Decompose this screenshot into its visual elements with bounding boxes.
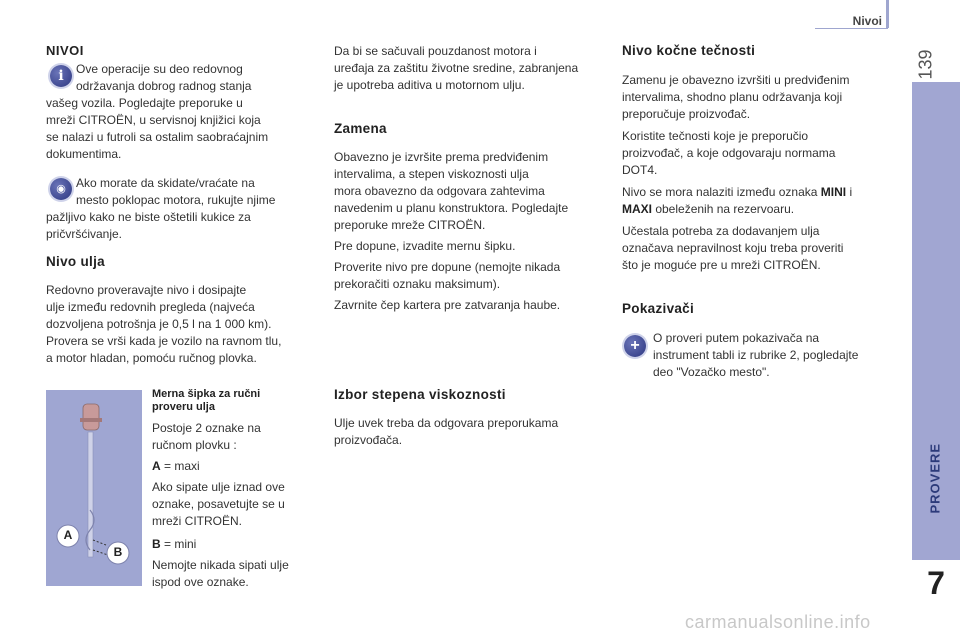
- dipstick-caption: Merna šipka za ručni proveru ulja Postoje 2 oznake na ručnom plovku : A = maxi Ako sipate ulje iznad ove oznake, posavetujte se u mreži CITROËN. B = mini Nemojte nikada sipati ulje ispod ove oznake.: [152, 388, 289, 589]
- page-number: 139: [915, 49, 936, 80]
- mark-a-label: A: [63, 528, 73, 542]
- maxi-mark: MAXI: [622, 202, 652, 216]
- section-title: Nivoi: [852, 14, 882, 28]
- chapter-number: 7: [927, 565, 945, 601]
- additives-paragraph: Da bi se sačuvali pouzdanost motora i uređaja za zaštitu životne sredine, zabranjena je upotreba aditiva u motornom ulju.: [334, 44, 579, 92]
- dipstick-illustration: [46, 390, 142, 586]
- header-accent-line: [886, 0, 889, 28]
- main-heading: NIVOI: [46, 43, 84, 58]
- viscosity-paragraph: Ulje uvek treba da odgovara preporukama proizvođača.: [334, 416, 559, 447]
- mark-a-key: A: [152, 459, 161, 473]
- replacement-heading: Zamena: [334, 121, 387, 136]
- indicators-heading: Pokazivači: [622, 301, 695, 316]
- warning-paragraph: Ako morate da skidate/vraćate na mesto poklopac motora, rukujte njime pažljivo kako ne biste oštetili kukice za pričvršćivanje.: [46, 176, 276, 241]
- brake-fluid-heading: Nivo kočne tečnosti: [622, 43, 756, 58]
- chapter-label: PROVERE: [927, 442, 943, 514]
- oil-level-heading: Nivo ulja: [46, 254, 105, 269]
- info-icon: i: [50, 65, 72, 87]
- watermark: carmanualsonline.info: [685, 612, 871, 632]
- replacement-paragraph: Obavezno je izvršite prema predviđenim intervalima, a stepen viskoznosti ulja mora obavezno da odgovara zahtevima navedenim u planu konstruktora. Pogledajte preporuke mreže CITROËN. Pre dopune, izvadite mernu šipku. Proverite nivo pre dopune (nemojte nikada prekoračiti oznaku maksimum). Zavrnite čep kartera pre zatvaranja haube.: [334, 150, 569, 312]
- intro-paragraph: Ove operacije su deo redovnog održavanja dobrog radnog stanja vašeg vozila. Pogledajte preporuke u mreži CITROËN, u servisnoj knjižici koja se nalazi u futroli sa ostalim saobraćajnim dokumentima.: [46, 62, 269, 161]
- eye-icon: ◉: [50, 178, 72, 200]
- brake-fluid-paragraph: Zamenu je obavezno izvršiti u predviđenim intervalima, shodno planu održavanja koji preporučuje proizvođač. Koristite tečnosti koje je preporučio proizvođač, a koje odgovaraju normama DOT4. Nivo se mora nalaziti između oznaka MINI i MAXI obeleženih na rezervoaru. Učestala potreba za dodavanjem ulja označava nepravilnost koju treba proveriti što je moguće pre u mreži CITROËN.: [622, 73, 853, 272]
- viscosity-heading: Izbor stepena viskoznosti: [334, 387, 506, 402]
- mark-b-label: B: [113, 545, 123, 559]
- indicators-paragraph: O proveri putem pokazivača na instrument tabli iz rubrike 2, pogledajte deo "Vozačko mesto".: [653, 331, 859, 379]
- mark-b-key: B: [152, 537, 161, 551]
- mini-mark: MINI: [820, 185, 847, 199]
- chapter-sidebar: [912, 82, 960, 640]
- oil-level-paragraph: Redovno proveravajte nivo i dosipajte ulje između redovnih pregleda (najveća dozvoljena potrošnja je 0,5 l na 1 000 km). Provera se vrši kada je vozilo na ravnom tlu, a motor hladan, pomoću ručnog plovka.: [46, 283, 282, 365]
- plus-icon: +: [624, 335, 646, 357]
